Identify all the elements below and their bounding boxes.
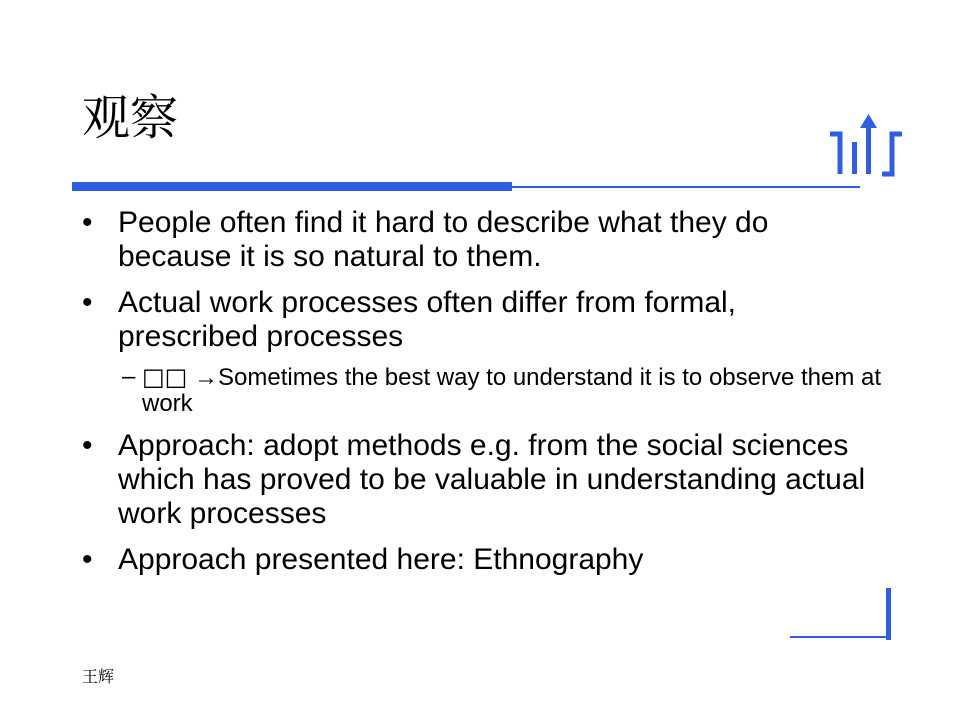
bullet-dot: • (82, 286, 93, 319)
bullet-text: Approach: adopt methods e.g. from the social sciences which has proved to be valuable in understanding actual work processes (118, 429, 866, 530)
bullet-item (82, 543, 882, 577)
bullet-list (82, 206, 882, 589)
corner-accent-vertical (886, 588, 891, 640)
title-underline-thick (72, 182, 512, 191)
sub-bullet-item (82, 364, 882, 417)
bullet-item (82, 429, 882, 531)
bullet-dot: • (82, 429, 93, 462)
bullet-text: Actual work processes often differ from formal, prescribed processes (118, 286, 737, 353)
bullet-item (82, 206, 882, 274)
corner-accent-horizontal (790, 636, 890, 638)
sub-bullet-lead: □□ (142, 363, 188, 391)
sub-bullet-text: →Sometimes the best way to understand it is to observe them at work (142, 364, 882, 417)
bullet-item (82, 286, 882, 354)
footer-author: 王辉 (82, 667, 115, 686)
bullet-text: People often find it hard to describe what they do because it is so natural to them. (118, 206, 769, 273)
arrow-up-brackets-icon (826, 112, 906, 182)
bullet-text: Approach presented here: Ethnography (118, 543, 644, 576)
bullet-dot: • (82, 543, 93, 576)
sub-bullet-dash: – (122, 363, 136, 390)
bullet-dot: • (82, 206, 93, 239)
title-underline-thin (512, 186, 860, 188)
slide-title: 观察 (82, 90, 179, 146)
